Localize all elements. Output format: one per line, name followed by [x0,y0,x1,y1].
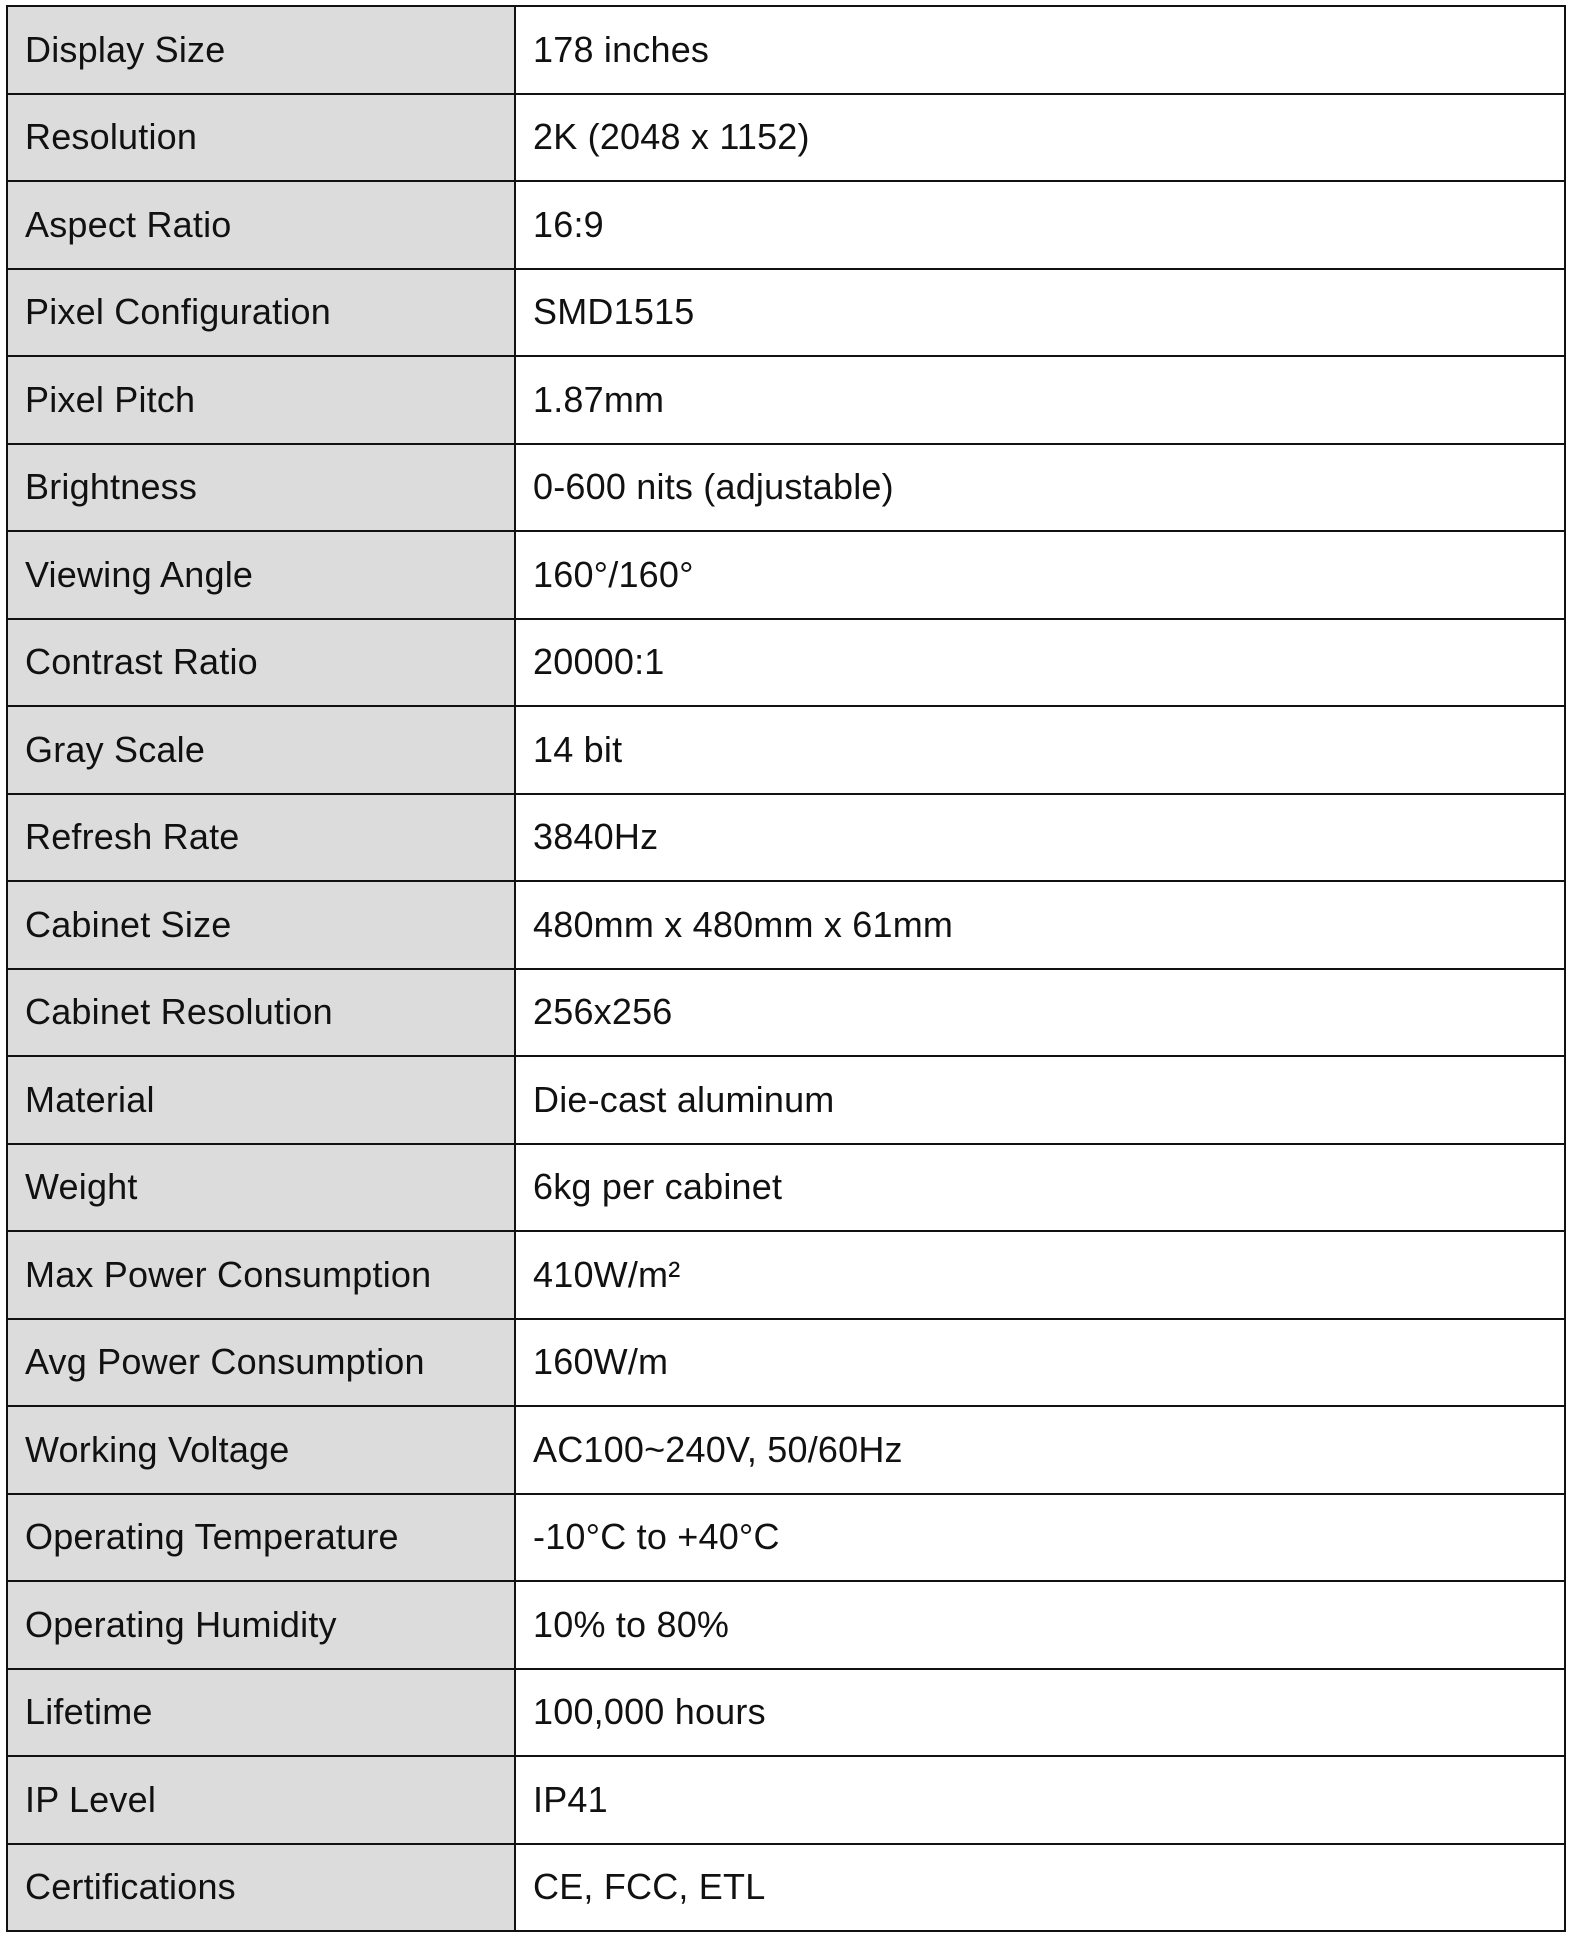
spec-label: Max Power Consumption [7,1231,515,1319]
table-row [7,706,1565,794]
spec-label: Lifetime [7,1669,515,1757]
spec-label: Pixel Configuration [7,269,515,357]
spec-label: Resolution [7,94,515,182]
table-row [7,794,1565,882]
spec-value: AC100~240V, 50/60Hz [515,1406,1565,1494]
spec-value: 6kg per cabinet [515,1144,1565,1232]
spec-label: Operating Humidity [7,1581,515,1669]
table-row [7,1231,1565,1319]
spec-label: Weight [7,1144,515,1232]
spec-table [6,5,1566,1932]
table-row [7,1406,1565,1494]
spec-label: Cabinet Resolution [7,969,515,1057]
spec-value: 256x256 [515,969,1565,1057]
table-row [7,1494,1565,1582]
spec-value: 3840Hz [515,794,1565,882]
spec-value: 10% to 80% [515,1581,1565,1669]
spec-label: Brightness [7,444,515,532]
spec-label: Operating Temperature [7,1494,515,1582]
spec-value: IP41 [515,1756,1565,1844]
spec-value: 480mm x 480mm x 61mm [515,881,1565,969]
spec-value: 160°/160° [515,531,1565,619]
spec-value: 100,000 hours [515,1669,1565,1757]
spec-value: 160W/m [515,1319,1565,1407]
spec-value: Die-cast aluminum [515,1056,1565,1144]
table-row [7,1669,1565,1757]
table-row [7,269,1565,357]
table-row [7,1581,1565,1669]
spec-value: CE, FCC, ETL [515,1844,1565,1932]
table-row [7,1756,1565,1844]
spec-label: Refresh Rate [7,794,515,882]
spec-label: Gray Scale [7,706,515,794]
table-row [7,181,1565,269]
table-row [7,1144,1565,1232]
spec-label: Pixel Pitch [7,356,515,444]
table-row [7,531,1565,619]
spec-label: Cabinet Size [7,881,515,969]
spec-value: 2K (2048 x 1152) [515,94,1565,182]
table-row [7,969,1565,1057]
table-row [7,1056,1565,1144]
spec-label: Avg Power Consumption [7,1319,515,1407]
spec-value: 0-600 nits (adjustable) [515,444,1565,532]
spec-value: -10°C to +40°C [515,1494,1565,1582]
spec-label: Contrast Ratio [7,619,515,707]
table-row [7,881,1565,969]
table-row [7,444,1565,532]
spec-label: Aspect Ratio [7,181,515,269]
table-row [7,1319,1565,1407]
table-row [7,94,1565,182]
table-row [7,1844,1565,1932]
spec-label: Certifications [7,1844,515,1932]
spec-value: 410W/m² [515,1231,1565,1319]
table-row [7,356,1565,444]
spec-label: Viewing Angle [7,531,515,619]
spec-label: Working Voltage [7,1406,515,1494]
spec-value: SMD1515 [515,269,1565,357]
spec-value: 16:9 [515,181,1565,269]
table-row [7,619,1565,707]
spec-label: Display Size [7,6,515,94]
spec-label: IP Level [7,1756,515,1844]
spec-label: Material [7,1056,515,1144]
spec-value: 1.87mm [515,356,1565,444]
spec-value: 20000:1 [515,619,1565,707]
table-row [7,6,1565,94]
spec-value: 14 bit [515,706,1565,794]
spec-value: 178 inches [515,6,1565,94]
